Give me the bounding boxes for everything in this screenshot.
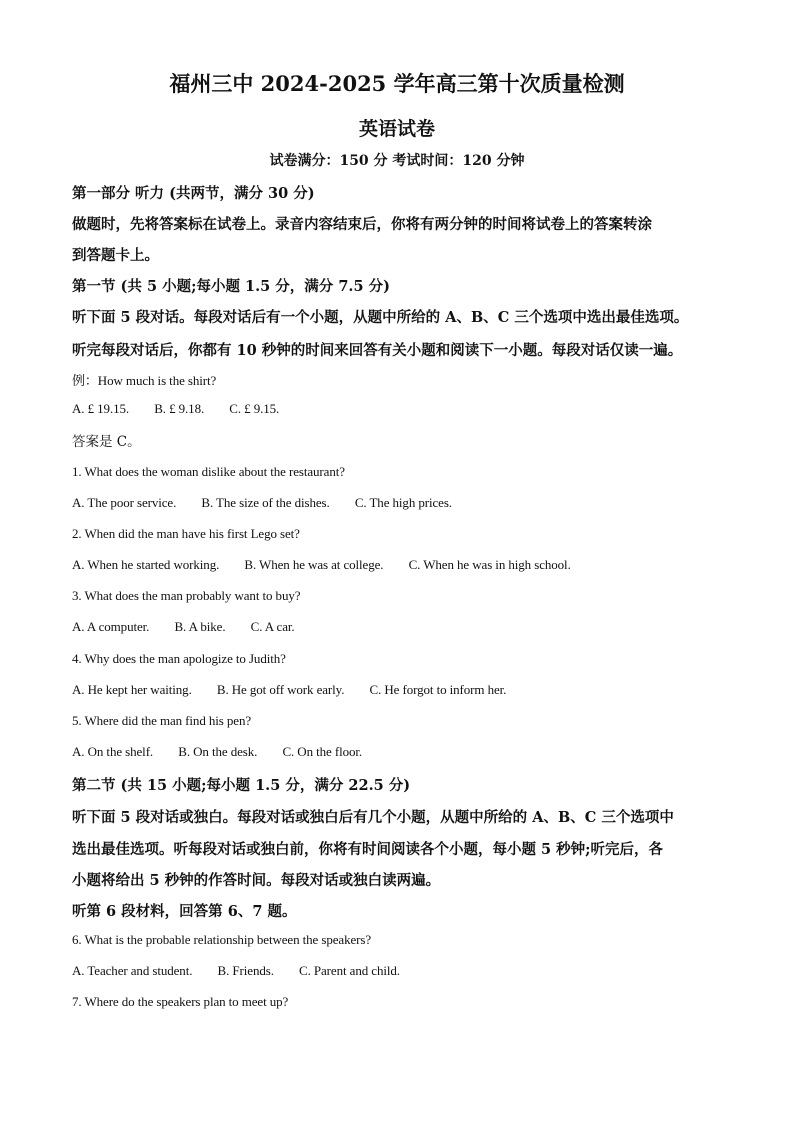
option-c: C. On the floor.: [282, 744, 363, 759]
section2-instruction-line1: 听下面 5 段对话或独白。每段对话或独白后有几个小题，从题中所给的 A、B、C 三个选项中: [72, 809, 674, 826]
question-4: 4. Why does the man apologize to Judith?: [72, 651, 286, 666]
exam-title: 福州三中 2024-2025 学年高三第十次质量检测: [169, 71, 625, 96]
option-c: C. He forgot to inform her.: [369, 682, 507, 697]
option-b: B. When he was at college.: [244, 557, 384, 572]
question-5-options: [72, 744, 362, 760]
question-5: 5. Where did the man find his pen?: [72, 713, 252, 728]
exam-info: 试卷满分：150 分 考试时间：120 分钟: [269, 153, 525, 169]
question-2-options: [72, 557, 571, 573]
option-b: B. £ 9.18.: [154, 401, 205, 416]
option-b: B. Friends.: [217, 963, 274, 978]
option-a: A. The poor service.: [72, 495, 177, 510]
section1-instruction-line2: 听完每段对话后，你都有 10 秒钟的时间来回答有关小题和阅读下一小题。每段对话仅读一遍。: [72, 342, 683, 359]
section1-heading: 第一节 (共 5 小题;每小题 1.5 分，满分 7.5 分): [72, 278, 390, 295]
section2-heading: 第二节 (共 15 小题;每小题 1.5 分，满分 22.5 分): [72, 777, 411, 794]
option-a: A. £ 19.15.: [72, 401, 130, 416]
option-b: B. A bike.: [174, 619, 226, 634]
part1-instruction-line1: 做题时，先将答案标在试卷上。录音内容结束后，你将有两分钟的时间将试卷上的答案转涂: [72, 216, 652, 233]
option-a: A. He kept her waiting.: [72, 682, 192, 697]
example-answer: 答案是 C。: [72, 434, 141, 450]
option-c: C. When he was in high school.: [408, 557, 571, 572]
part1-instruction-line2: 到答题卡上。: [72, 247, 159, 264]
question-2: 2. When did the man have his first Lego set?: [72, 526, 300, 541]
question-6: 6. What is the probable relationship between the speakers?: [72, 932, 371, 947]
option-c: C. Parent and child.: [299, 963, 400, 978]
option-a: A. On the shelf.: [72, 744, 154, 759]
option-c: C. The high prices.: [354, 495, 452, 510]
section2-instruction-line3: 小题将给出 5 秒钟的作答时间。每段对话或独白读两遍。: [72, 872, 441, 889]
subject-title: 英语试卷: [358, 118, 435, 140]
section2-instruction-line2: 选出最佳选项。听每段对话或独白前，你将有时间阅读各个小题，每小题 5 秒钟;听完后，各: [72, 841, 664, 858]
example-options: [72, 401, 279, 417]
question-1: 1. What does the woman dislike about the restaurant?: [72, 464, 345, 479]
material-6-heading: 听第 6 段材料，回答第 6、7 题。: [72, 903, 297, 920]
option-a: A. A computer.: [72, 619, 150, 634]
question-3-options: [72, 619, 295, 635]
option-c: C. A car.: [250, 619, 295, 634]
question-1-options: [72, 495, 452, 511]
question-6-options: [72, 963, 400, 979]
question-3: 3. What does the man probably want to buy?: [72, 588, 301, 603]
question-4-options: [72, 682, 506, 698]
part1-heading: 第一部分 听力 (共两节，满分 30 分): [72, 185, 315, 202]
section1-instruction-line1: 听下面 5 段对话。每段对话后有一个小题，从题中所给的 A、B、C 三个选项中选出最佳选项。: [72, 309, 689, 326]
option-b: B. He got off work early.: [216, 682, 345, 697]
option-b: B. On the desk.: [178, 744, 258, 759]
option-a: A. When he started working.: [72, 557, 220, 572]
option-a: A. Teacher and student.: [72, 963, 193, 978]
option-b: B. The size of the dishes.: [201, 495, 330, 510]
option-c: C. £ 9.15.: [229, 401, 280, 416]
question-7: 7. Where do the speakers plan to meet up?: [72, 994, 289, 1009]
example-question: 例：How much is the shirt?: [72, 373, 217, 388]
